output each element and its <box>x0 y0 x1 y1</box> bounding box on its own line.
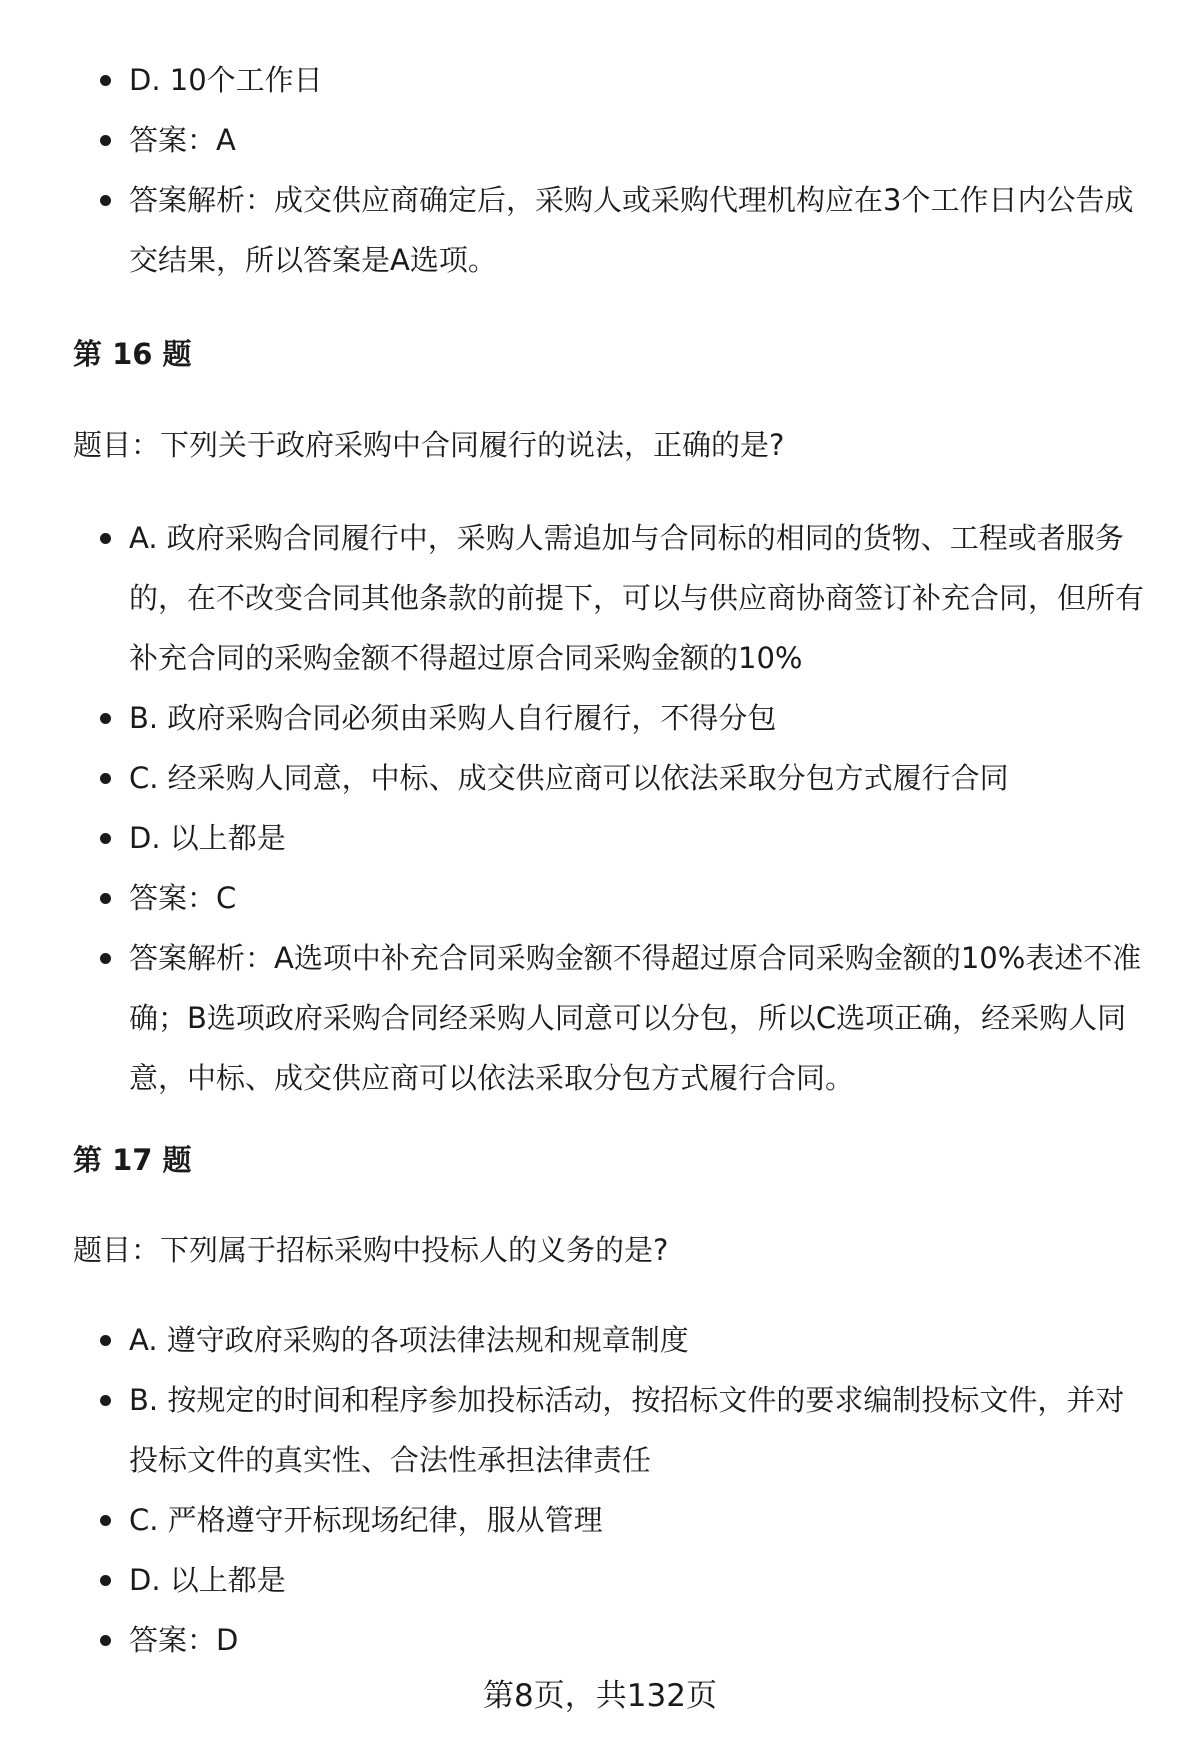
list-item: 答案：C <box>73 868 1153 928</box>
list-item: 答案：D <box>73 1610 1153 1670</box>
list-item: C. 经采购人同意，中标、成交供应商可以依法采取分包方式履行合同 <box>73 748 1153 808</box>
list-item: A. 遵守政府采购的各项法律法规和规章制度 <box>73 1310 1153 1370</box>
prev-question-options <box>73 50 1153 290</box>
prev-question-list <box>73 50 1153 290</box>
question-16-options <box>73 508 1153 1108</box>
question-17-prompt: 题目：下列属于招标采购中投标人的义务的是? <box>73 1233 669 1267</box>
page-number-footer: 第8页，共132页 <box>483 1678 717 1714</box>
list-item: A. 政府采购合同履行中，采购人需追加与合同标的相同的货物、工程或者服务的，在不改变合同其他条款的前提下，可以与供应商协商签订补充合同，但所有补充合同的采购金额不得超过原合同采购金额的10% <box>73 508 1153 688</box>
question-16-heading: 第 16 题 <box>73 337 192 371</box>
list-item: D. 10个工作日 <box>73 50 1153 110</box>
question-17-options <box>73 1310 1153 1670</box>
question-17-heading: 第 17 题 <box>73 1143 192 1177</box>
list-item: 答案解析：成交供应商确定后，采购人或采购代理机构应在3个工作日内公告成交结果，所以答案是A选项。 <box>73 170 1153 290</box>
list-item: 答案解析：A选项中补充合同采购金额不得超过原合同采购金额的10%表述不准确；B选项政府采购合同经采购人同意可以分包，所以C选项正确，经采购人同意，中标、成交供应商可以依法采取分包方式履行合同。 <box>73 928 1153 1108</box>
list-item: D. 以上都是 <box>73 808 1153 868</box>
question-16-prompt: 题目：下列关于政府采购中合同履行的说法，正确的是? <box>73 428 785 462</box>
question-17-list <box>73 1310 1153 1670</box>
list-item: B. 政府采购合同必须由采购人自行履行，不得分包 <box>73 688 1153 748</box>
list-item: C. 严格遵守开标现场纪律，服从管理 <box>73 1490 1153 1550</box>
list-item: 答案：A <box>73 110 1153 170</box>
list-item: D. 以上都是 <box>73 1550 1153 1610</box>
question-16-list <box>73 508 1153 1108</box>
list-item: B. 按规定的时间和程序参加投标活动，按招标文件的要求编制投标文件，并对投标文件的真实性、合法性承担法律责任 <box>73 1370 1153 1490</box>
